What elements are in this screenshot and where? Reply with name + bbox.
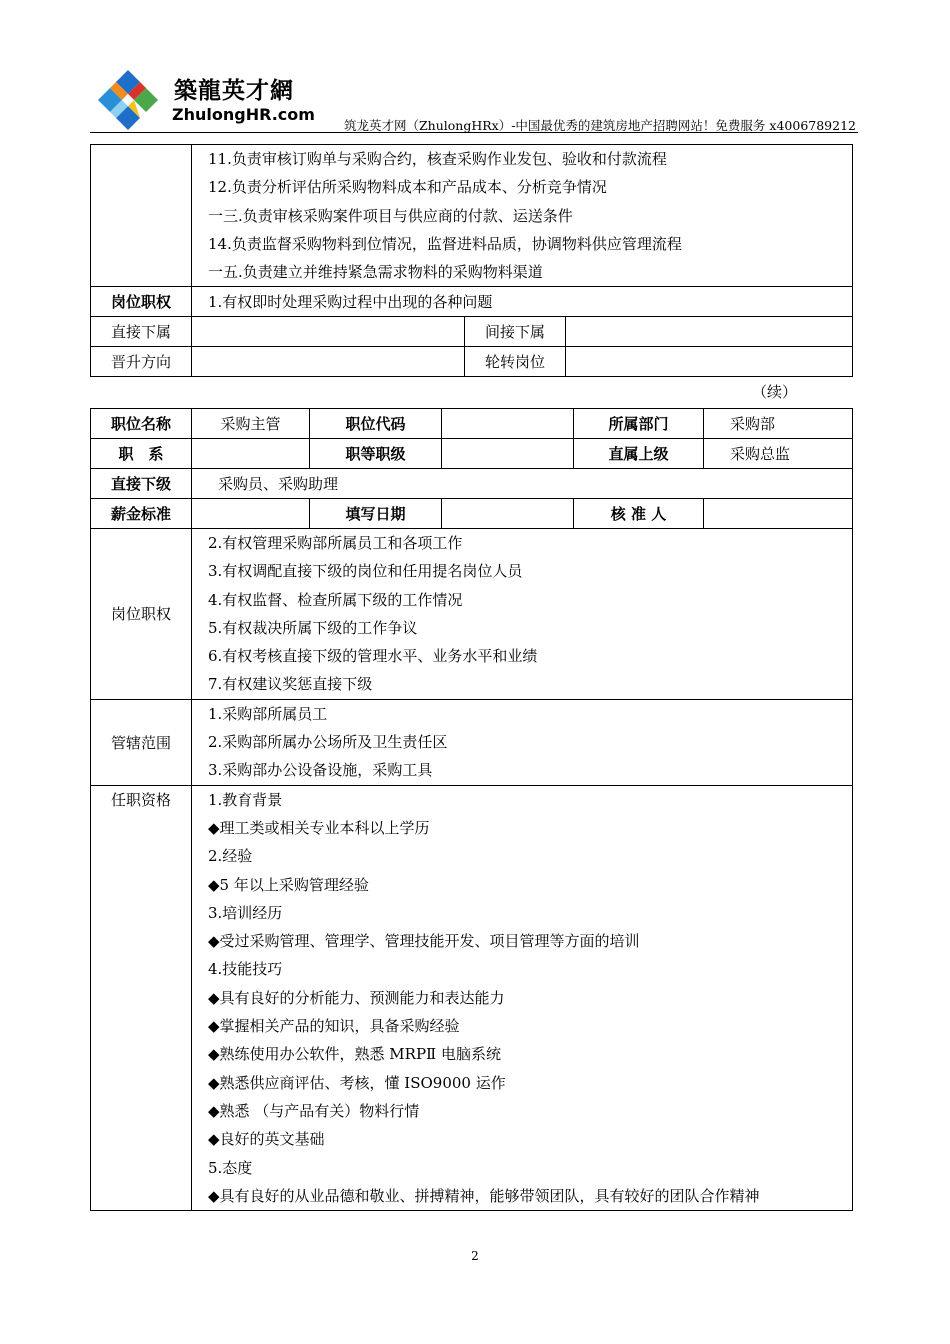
salary-label: 薪金标准: [91, 499, 192, 529]
direct-sub-label: 直接下属: [91, 317, 192, 347]
list-item: 14.负责监督采购物料到位情况，监督进料品质，协调物料供应管理流程: [208, 234, 682, 253]
scope-row: [91, 699, 853, 785]
list-item: 4.技能技巧: [208, 960, 283, 979]
indirect-sub-value: [566, 317, 853, 347]
duties-label-cell: [91, 145, 192, 287]
position-row: [91, 409, 853, 439]
authority-list: [192, 529, 853, 700]
position-code-label: 职位代码: [310, 409, 442, 439]
promotion-value: [192, 347, 465, 377]
direct-sub-value: [192, 317, 465, 347]
logo-chinese-text: 築龍英才網: [174, 77, 294, 104]
list-item: 3.采购部办公设备设施，采购工具: [208, 761, 433, 780]
rotation-label: 轮转岗位: [465, 347, 566, 377]
list-item: 6.有权考核直接下级的管理水平、业务水平和业绩: [208, 647, 538, 666]
zhulong-logo-icon: [96, 68, 160, 132]
list-item: ◆理工类或相关专业本科以上学历: [208, 818, 430, 837]
list-item: ◆5 年以上采购管理经验: [208, 875, 369, 894]
list-item: 7.有权建议奖惩直接下级: [208, 675, 373, 694]
list-item: ◆具有良好的分析能力、预测能力和表达能力: [208, 988, 505, 1007]
grade-label: 职等职级: [310, 439, 442, 469]
scope-label: 管辖范围: [91, 699, 192, 785]
superior-value: 采购总监: [704, 439, 853, 469]
authority-label: 岗位职权: [91, 529, 192, 700]
page-header: [90, 62, 858, 134]
subordinates-row: [91, 317, 853, 347]
list-item: 2.有权管理采购部所属员工和各项工作: [208, 534, 463, 552]
promotion-label: 晋升方向: [91, 347, 192, 377]
authority-label: 岗位职权: [91, 287, 192, 317]
header-tagline: 筑龙英才网（ZhulongHRx）-中国最优秀的建筑房地产招聘网站！免费服务 x4006789212: [343, 118, 856, 133]
direct-sub-value: 采购员、采购助理: [192, 469, 853, 499]
qualification-list: [192, 785, 853, 1210]
duties-list: [192, 145, 853, 287]
dept-label: 所属部门: [574, 409, 704, 439]
approver-value: [704, 499, 853, 529]
list-item: ◆良好的英文基础: [208, 1130, 325, 1149]
list-item: 1.教育背景: [208, 790, 283, 809]
list-item: 5.有权裁决所属下级的工作争议: [208, 618, 418, 637]
salary-row: [91, 499, 853, 529]
qualification-row: [91, 785, 853, 1210]
list-item: 11.负责审核订购单与采购合约，核查采购作业发包、验收和付款流程: [208, 150, 667, 168]
salary-value: [192, 499, 310, 529]
list-item: ◆掌握相关产品的知识，具备采购经验: [208, 1017, 460, 1036]
position-name-label: 职位名称: [91, 409, 192, 439]
authority-row: [91, 287, 853, 317]
list-item: 4.有权监督、检查所属下级的工作情况: [208, 590, 463, 609]
dept-value: 采购部: [704, 409, 853, 439]
header-divider: [90, 132, 858, 133]
list-item: 5.态度: [208, 1158, 253, 1177]
indirect-sub-label: 间接下属: [465, 317, 566, 347]
list-item: 3.培训经历: [208, 903, 283, 922]
qualification-label-text: 任职资格: [110, 790, 171, 809]
job-description-table: [90, 408, 853, 1211]
authority-row: [91, 529, 853, 700]
page-number: 2: [471, 1249, 479, 1263]
duties-continued-row: [91, 145, 853, 287]
rotation-value: [566, 347, 853, 377]
qualification-label: [91, 785, 192, 1210]
series-row: [91, 439, 853, 469]
approver-label: 核 准 人: [574, 499, 704, 529]
logo-english-text: ZhulongHR.com: [172, 105, 315, 124]
authority-item: 1.有权即时处理采购过程中出现的各种问题: [192, 287, 853, 317]
list-item: ◆具有良好的从业品德和敬业、拼搏精神，能够带领团队，具有较好的团队合作精神: [208, 1186, 760, 1205]
career-row: [91, 347, 853, 377]
list-item: ◆熟悉供应商评估、考核，懂 ISO9000 运作: [208, 1073, 506, 1092]
list-item: 2.采购部所属办公场所及卫生责任区: [208, 733, 448, 752]
list-item: 12.负责分析评估所采购物料成本和产品成本、分析竞争情况: [208, 178, 607, 197]
list-item: ◆熟练使用办公软件，熟悉 MRPⅡ 电脑系统: [208, 1045, 502, 1064]
direct-sub-row: [91, 469, 853, 499]
position-name-value: 采购主管: [192, 409, 310, 439]
list-item: 3.有权调配直接下级的岗位和任用提名岗位人员: [208, 562, 523, 581]
continued-mark: （续）: [752, 383, 798, 401]
list-item: 2.经验: [208, 847, 253, 866]
series-label: 职 系: [91, 439, 192, 469]
fill-date-value: [442, 499, 574, 529]
direct-sub-label: 直接下级: [91, 469, 192, 499]
list-item: 1.采购部所属员工: [208, 704, 328, 723]
list-item: ◆熟悉 （与产品有关）物料行情: [208, 1101, 420, 1120]
superior-label: 直属上级: [574, 439, 704, 469]
list-item: 一五.负责建立并维持紧急需求物料的采购物料渠道: [208, 263, 543, 282]
list-item: 一三.负责审核采购案件项目与供应商的付款、运送条件: [208, 206, 573, 225]
grade-value: [442, 439, 574, 469]
job-table-continued: [90, 144, 853, 377]
list-item: ◆受过采购管理、管理学、管理技能开发、项目管理等方面的培训: [208, 932, 640, 951]
scope-list: [192, 699, 853, 785]
series-value: [192, 439, 310, 469]
position-code-value: [442, 409, 574, 439]
fill-date-label: 填写日期: [310, 499, 442, 529]
